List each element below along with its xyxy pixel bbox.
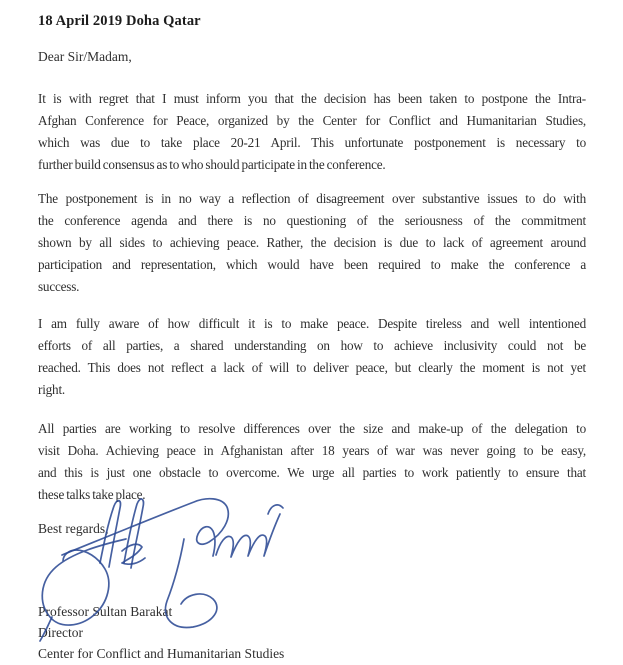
signer-title: Director: [38, 625, 83, 640]
signer-organization: Center for Conflict and Humanitarian Studies: [38, 646, 285, 661]
paragraph-line: right.: [38, 382, 66, 397]
paragraph-line: which was due to take place 20-21 April. This unfortunate postponement is necessary to: [38, 135, 586, 150]
signer-name: Professor Sultan Barakat: [38, 604, 173, 619]
letter-paragraph: [38, 313, 586, 401]
paragraph-line: the conference agenda and there is no questioning of the seriousness of the commitment: [38, 213, 586, 228]
letter-paragraph: [38, 188, 586, 298]
paragraph-line: success.: [38, 279, 80, 294]
paragraph-line: shown by all sides to achieving peace. Rather, the decision is due to lack of agreement around: [38, 235, 586, 250]
paragraph-line: I am fully aware of how difficult it is to make peace. Despite tireless and well intentioned: [38, 316, 586, 331]
letter-body: [38, 88, 586, 506]
signature-block: [38, 601, 586, 664]
paragraph-line: All parties are working to resolve differences over the size and make-up of the delegation to: [38, 421, 586, 436]
letter-paragraph: [38, 88, 586, 176]
paragraph-line: these talks take place.: [38, 487, 146, 502]
paragraph-line: Afghan Conference for Peace, organized by the Center for Conflict and Humanitarian Studies,: [38, 113, 586, 128]
date-line: 18 April 2019 Doha Qatar: [38, 13, 201, 29]
paragraph-line: The postponement is in no way a reflection of disagreement over substantive issues to do with: [38, 191, 586, 206]
letter-paragraph: [38, 418, 586, 506]
paragraph-line: visit Doha. Achieving peace in Afghanistan after 18 years of war was never going to be easy,: [38, 443, 586, 458]
paragraph-line: It is with regret that I must inform you that the decision has been taken to postpone the Intra-: [38, 91, 586, 106]
closing-regards: Best regards,: [38, 521, 109, 536]
paragraph-line: further build consensus as to who should participate in the conference.: [38, 157, 386, 172]
paragraph-line: and this is just one obstacle to overcome. We urge all parties to work patiently to ensure that: [38, 465, 586, 480]
salutation: Dear Sir/Madam,: [38, 49, 132, 64]
paragraph-line: reached. This does not reflect a lack of will to deliver peace, but clearly the moment is not yet: [38, 360, 586, 375]
paragraph-line: participation and representation, which would have been required to make the conference a: [38, 257, 586, 272]
paragraph-line: efforts of all parties, a shared understanding on how to achieve inclusivity could not be: [38, 338, 586, 353]
